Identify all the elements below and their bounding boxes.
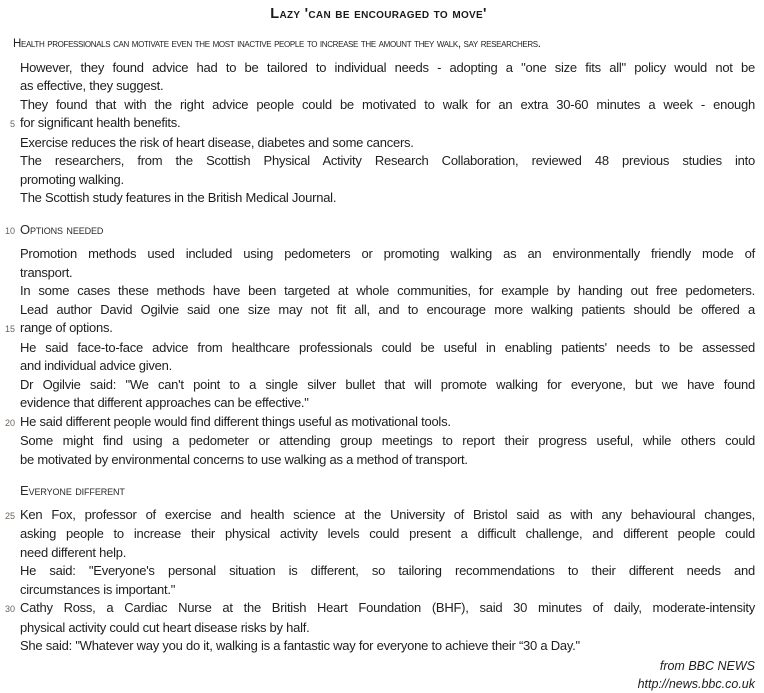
line-text: She said: "Whatever way you do it, walking is a fantastic way for everyone to achieve their “30 a Day." xyxy=(20,638,580,653)
line-text: Lead author David Ogilvie said one size may not fit all, and to encourage more walking patients should be offered a xyxy=(20,301,755,317)
text-line xyxy=(2,245,755,264)
line-text: Some might find using a pedometer or attending group meetings to report their progress useful, while others could xyxy=(20,433,755,448)
line-text: Cathy Ross, a Cardiac Nurse at the British Heart Foundation (BHF), said 30 minutes of daily, moderate-intensity xyxy=(20,600,755,615)
line-number: 10 xyxy=(4,225,15,236)
line-text: need different help. xyxy=(20,544,127,560)
line-text: range of options. xyxy=(20,320,113,335)
source-url: http://news.bbc.co.uk xyxy=(637,676,755,691)
source-attribution: from BBC NEWS xyxy=(659,658,755,673)
text-line xyxy=(2,339,755,358)
text-line xyxy=(2,59,755,78)
text-line xyxy=(2,319,755,339)
page-title: Lazy 'can be encouraged to move' xyxy=(270,6,487,22)
text-line xyxy=(2,451,755,470)
line-text: In some cases these methods have been targeted at whole communities, for example by handing out free pedometers. xyxy=(20,283,755,298)
text-line xyxy=(2,114,755,134)
line-text: He said different people would find different things useful as motivational tools. xyxy=(20,413,451,429)
text-line xyxy=(2,96,755,115)
text-line xyxy=(2,376,755,395)
text-line xyxy=(2,581,755,600)
line-text: Dr Ogilvie said: "We can't point to a single silver bullet that will promote walking for everyone, but we have found xyxy=(20,376,755,392)
text-line xyxy=(2,35,755,54)
line-text: Promotion methods used included using pedometers or promoting walking as an environmentally friendly mode of xyxy=(20,246,755,261)
line-text: and individual advice given. xyxy=(20,358,172,373)
line-text: physical activity could cut heart disease risks by half. xyxy=(20,619,310,635)
line-number: 30 xyxy=(4,604,15,614)
source-footer xyxy=(2,657,755,693)
text-line xyxy=(2,77,755,96)
line-text: transport. xyxy=(20,264,73,280)
text-line xyxy=(2,357,755,376)
line-text: Health professionals can motivate even the most inactive people to increase the amount they walk, say researchers. xyxy=(13,38,541,50)
text-line xyxy=(2,506,755,526)
line-text: for significant health benefits. xyxy=(20,115,181,130)
line-text: Options needed xyxy=(20,221,104,237)
section-heading xyxy=(2,482,755,501)
line-text: The researchers, from the Scottish Physical Activity Research Collaboration, reviewed 48 previous studies into xyxy=(20,153,755,168)
text-line xyxy=(2,544,755,563)
line-text: as effective, they suggest. xyxy=(20,78,164,93)
line-text: The Scottish study features in the British Medical Journal. xyxy=(20,190,337,205)
line-text: He said face-to-face advice from healthcare professionals could be useful in enabling patients' needs to be assessed xyxy=(20,339,755,355)
text-line xyxy=(2,264,755,283)
line-text: Exercise reduces the risk of heart disease, diabetes and some cancers. xyxy=(20,134,414,150)
text-line xyxy=(2,637,755,656)
line-text: Ken Fox, professor of exercise and health science at the University of Bristol said as with any behavioural changes, xyxy=(20,506,755,522)
text-line xyxy=(2,152,755,171)
text-line xyxy=(2,301,755,320)
text-lines xyxy=(2,35,755,656)
text-line xyxy=(2,134,755,153)
line-number: 25 xyxy=(4,510,15,521)
line-number: 15 xyxy=(4,324,15,334)
text-line xyxy=(2,282,755,301)
text-line xyxy=(2,432,755,451)
text-line xyxy=(2,413,755,433)
line-text: asking people to increase their physical activity levels could present a difficult challenge, and different people could xyxy=(20,526,755,541)
line-text: be motivated by environmental concerns to use walking as a method of transport. xyxy=(20,451,468,467)
text-line xyxy=(2,189,755,208)
text-line xyxy=(2,525,755,544)
line-number: 20 xyxy=(4,417,15,428)
text-line xyxy=(2,599,755,619)
line-text: They found that with the right advice people could be motivated to walk for an extra 30-60 minutes a week - enough xyxy=(20,96,755,112)
line-text: He said: "Everyone's personal situation is different, so tailoring recommendations to their different needs and xyxy=(20,563,755,578)
line-text: However, they found advice had to be tailored to individual needs - adopting a "one size fits all" policy would not be xyxy=(20,59,755,75)
line-text: evidence that different approaches can be effective." xyxy=(20,395,309,410)
line-text: promoting walking. xyxy=(20,171,124,187)
line-text: Everyone different xyxy=(20,483,125,498)
text-line xyxy=(2,171,755,190)
text-line xyxy=(2,394,755,413)
text-line xyxy=(2,562,755,581)
section-heading xyxy=(2,221,755,241)
line-number: 5 xyxy=(9,119,15,129)
line-text: circumstances is important." xyxy=(20,581,176,597)
text-line xyxy=(2,619,755,638)
